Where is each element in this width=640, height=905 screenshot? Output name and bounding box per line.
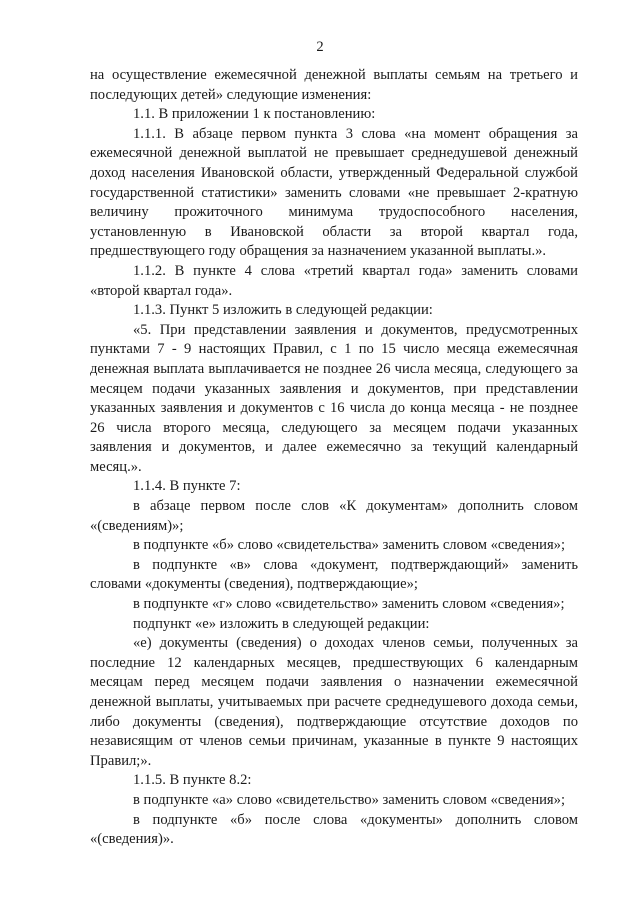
paragraph: в подпункте «а» слово «свидетельство» заменить словом «сведения»; bbox=[133, 791, 565, 808]
paragraph: 1.1.2. В пункте 4 слова «третий квартал года» заменить словами «второй квартал года». bbox=[90, 262, 578, 299]
paragraph: 1.1.1. В абзаце первом пункта 3 слова «на момент обращения за ежемесячной денежной выплатой не превышает среднедушевой денежный доход населения Ивановской области, утвержденный Федеральной службой государственной статистики» заменить словами «не превышает 2-кратную величину прожиточного минимума трудоспособного населения, установленную в Ивановской области за второй квартал года, предшествующего году обращения за назначением указанной выплаты.». bbox=[90, 125, 578, 260]
paragraph: 1.1.3. Пункт 5 изложить в следующей редакции: bbox=[133, 302, 433, 319]
paragraph: на осуществление ежемесячной денежной выплаты семьям на третьего и последующих детей» следующие изменения: bbox=[90, 67, 578, 103]
paragraph: «5. При представлении заявления и документов, предусмотренных пунктами 7 - 9 настоящих Правил, с 1 по 15 число месяца ежемесячная денежная выплата выплачивается не позднее 26 числа месяца, следующего за месяцем подачи указанных заявления и документов, при представлении указанных заявления и документов с 16 числа до конца месяца - не позднее 26 числа второго месяца, следующего за месяцем подачи указанных заявления и документов, и далее ежемесячно за текущий календарный месяц.». bbox=[90, 321, 578, 475]
document-body bbox=[90, 66, 578, 850]
paragraph: в подпункте «г» слово «свидетельство» заменить словом «сведения»; bbox=[133, 596, 565, 613]
paragraph: в подпункте «в» слова «документ, подтверждающий» заменить словами «документы (сведения), подтверждающие»; bbox=[90, 556, 578, 593]
paragraph: 1.1.4. В пункте 7: bbox=[133, 478, 241, 495]
page-number: 2 bbox=[316, 39, 324, 55]
paragraph: 1.1. В приложении 1 к постановлению: bbox=[133, 106, 376, 123]
paragraph: 1.1.5. В пункте 8.2: bbox=[133, 772, 252, 789]
paragraph: подпункт «е» изложить в следующей редакции: bbox=[133, 615, 430, 632]
paragraph: в подпункте «б» слово «свидетельства» заменить словом «сведения»; bbox=[133, 537, 566, 554]
paragraph: «е) документы (сведения) о доходах членов семьи, полученных за последние 12 календарных месяцев, предшествующих 6 календарным месяцам перед месяцем подачи заявления о назначении ежемесячной денежной выплаты, учитываемых при расчете среднедушевого дохода семьи, либо документы (сведения), подтверждающие отсутствие доходов по независящим от членов семьи причинам, указанные в пункте 9 настоящих Правил;». bbox=[90, 635, 578, 769]
paragraph: в абзаце первом после слов «К документам» дополнить словом «(сведениям)»; bbox=[90, 498, 578, 534]
paragraph: в подпункте «б» после слова «документы» дополнить словом «(сведения)». bbox=[90, 811, 578, 848]
